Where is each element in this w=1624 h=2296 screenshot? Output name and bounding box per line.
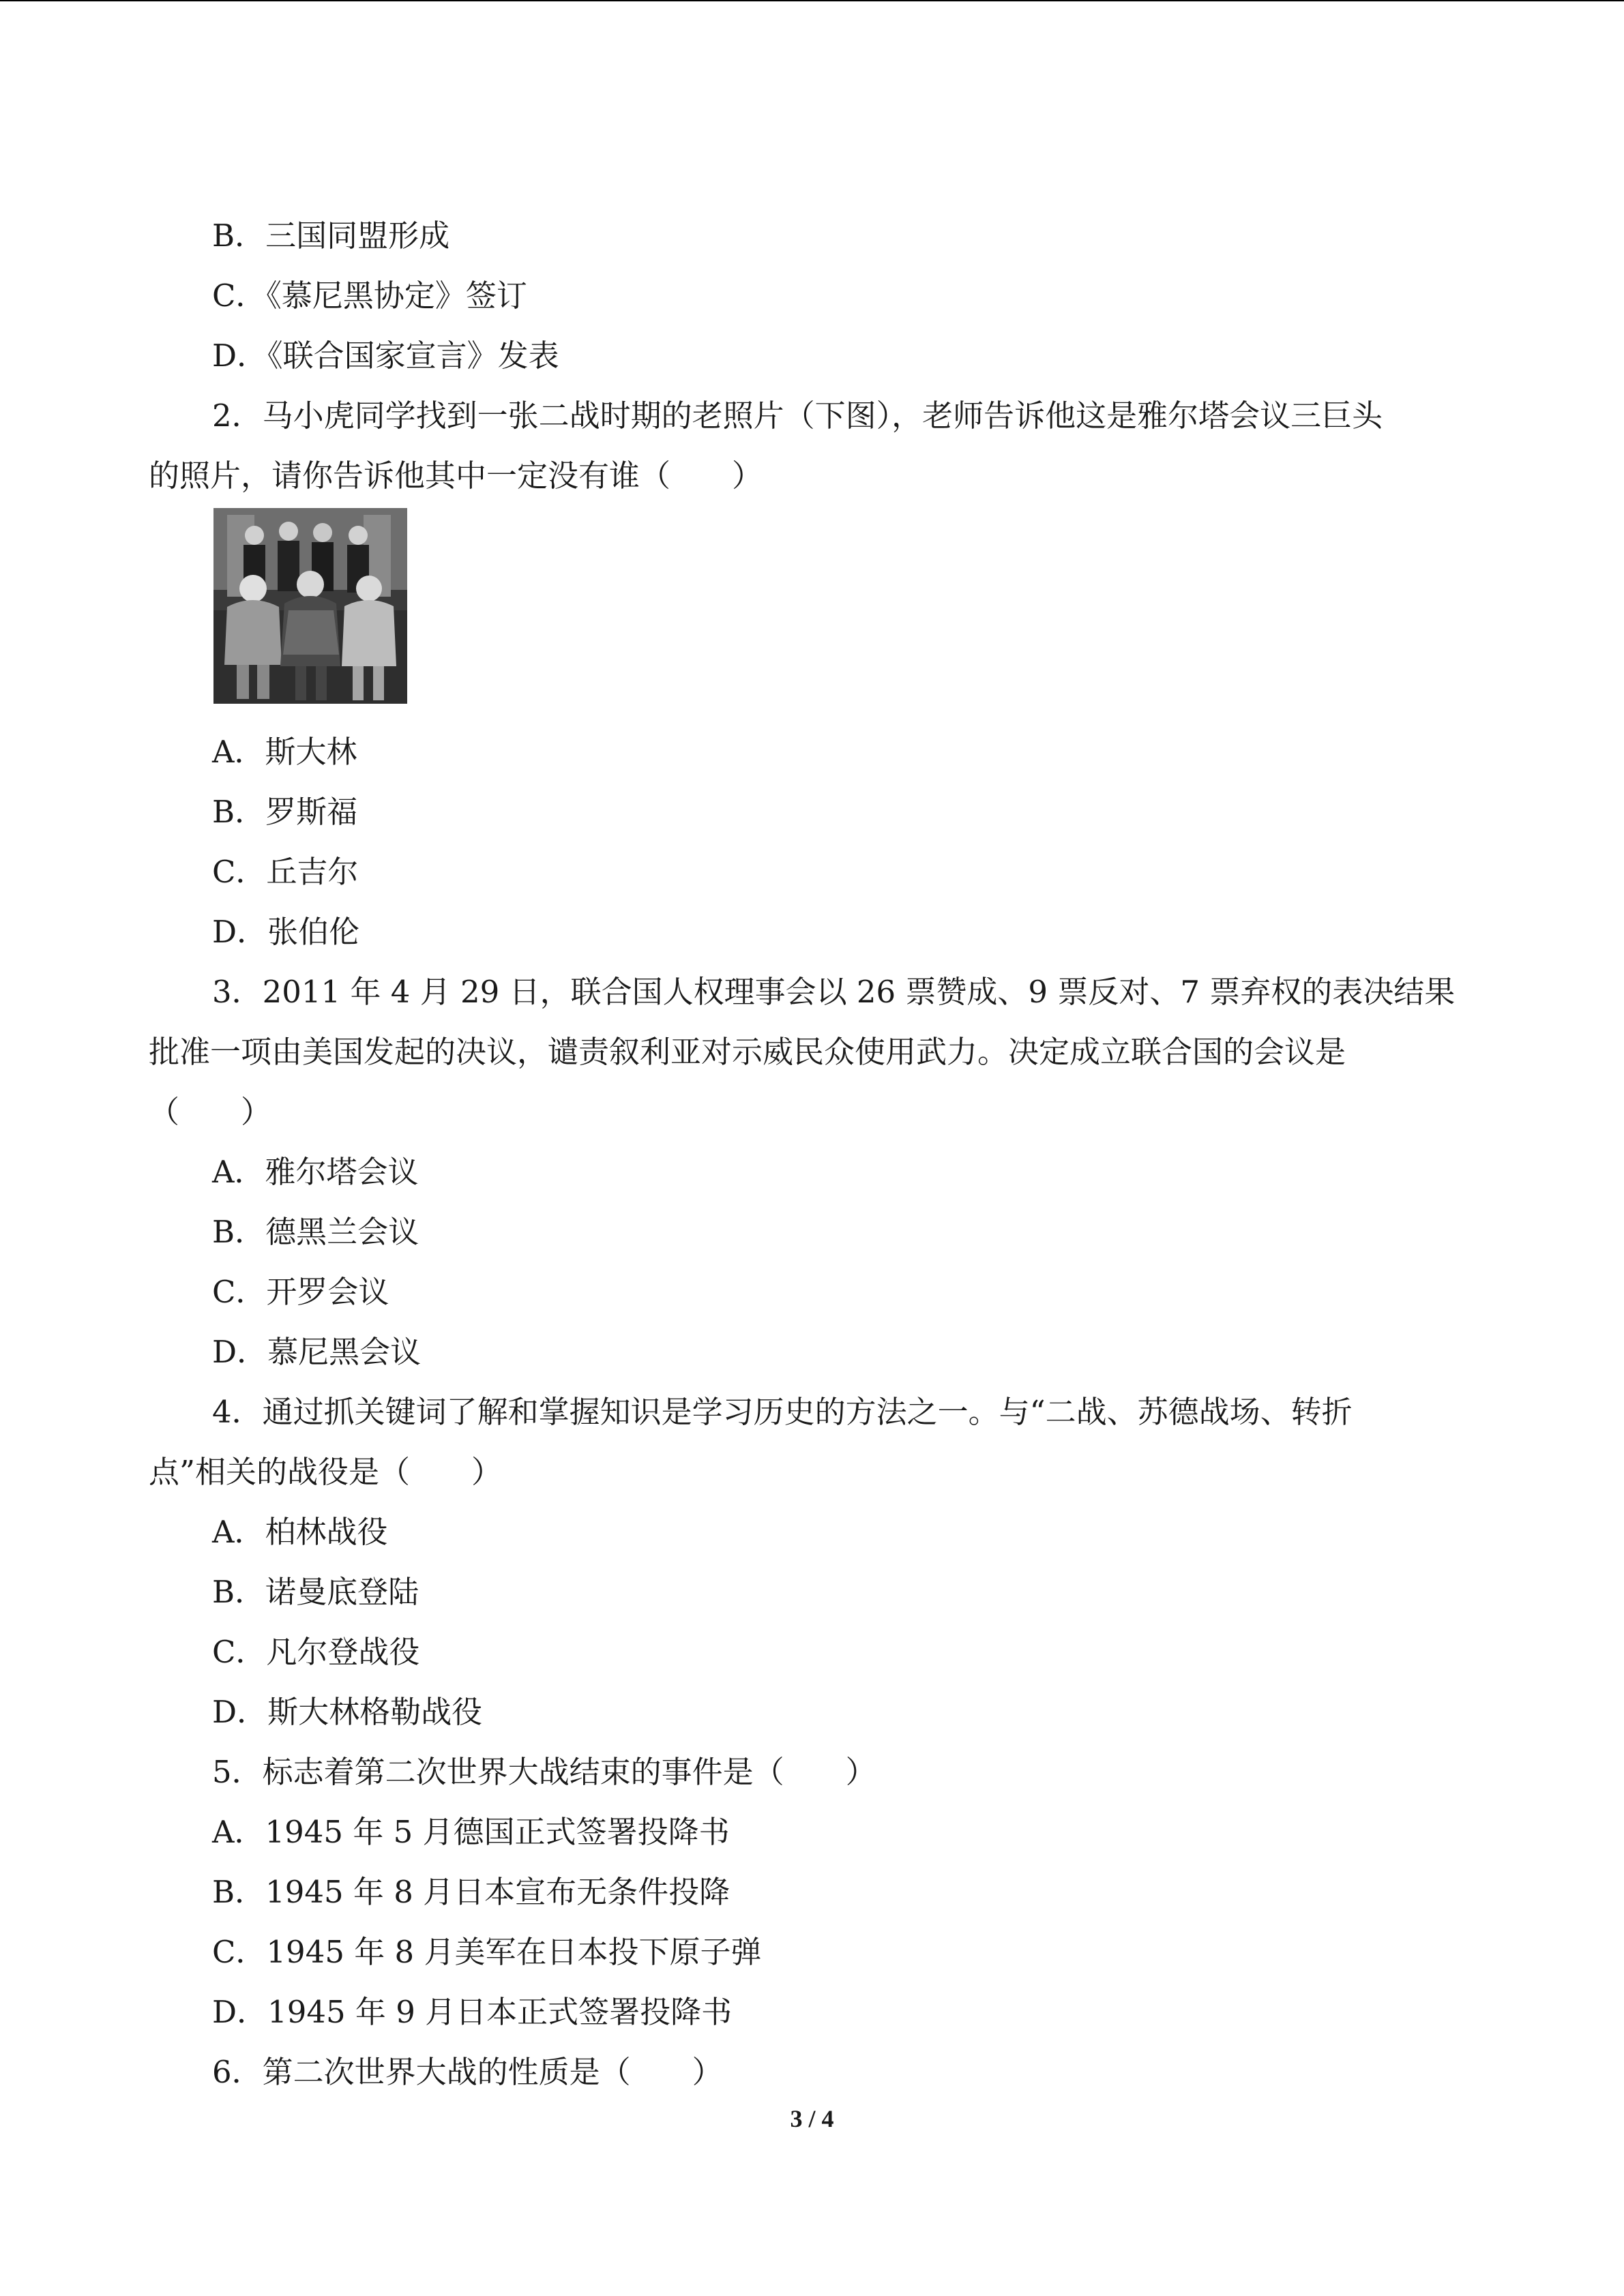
q3-stem-line-3: （ ） <box>149 1094 272 1130</box>
q3-option-c: C．开罗会议 <box>212 1274 389 1310</box>
q6-stem: 6．第二次世界大战的性质是（ ） <box>212 2054 723 2090</box>
q5-option-a: A．1945 年 5 月德国正式签署投降书 <box>212 1814 730 1850</box>
q4-stem-line-1: 4．通过抓关键词了解和掌握知识是学习历史的方法之一。与“二战、苏德战场、转折 <box>212 1394 1353 1430</box>
q1-option-c: C．《慕尼黑协定》签订 <box>212 278 527 314</box>
q5-option-b: B．1945 年 8 月日本宣布无条件投降 <box>212 1874 730 1910</box>
q4-option-a: A．柏林战役 <box>212 1514 388 1550</box>
q4-option-d: D．斯大林格勒战役 <box>212 1694 483 1730</box>
q3-option-d: D．慕尼黑会议 <box>212 1334 422 1370</box>
q5-option-d: D．1945 年 9 月日本正式签署投降书 <box>212 1994 733 2030</box>
photo-illustration <box>213 508 407 704</box>
q4-option-c: C．凡尔登战役 <box>212 1634 420 1670</box>
q5-option-c: C．1945 年 8 月美军在日本投下原子弹 <box>212 1934 762 1970</box>
q2-option-d: D．张伯伦 <box>212 914 360 950</box>
q4-option-b: B．诺曼底登陆 <box>212 1574 419 1610</box>
q3-stem-line-2: 批准一项由美国发起的决议，谴责叙利亚对示威民众使用武力。决定成立联合国的会议是 <box>149 1034 1346 1070</box>
q3-stem-line-1: 3．2011 年 4 月 29 日，联合国人权理事会以 26 票赞成、9 票反对、7 票弃权的表决结果 <box>212 974 1456 1010</box>
q2-stem-line-2: 的照片，请你告诉他其中一定没有谁（ ） <box>149 458 763 494</box>
yalta-conference-photo <box>213 508 407 704</box>
q1-option-d: D．《联合国家宣言》发表 <box>212 338 559 374</box>
q1-option-b: B．三国同盟形成 <box>212 218 450 254</box>
q2-option-c: C．丘吉尔 <box>212 854 359 890</box>
q4-stem-line-2: 点”相关的战役是（ ） <box>149 1454 503 1490</box>
q3-option-a: A．雅尔塔会议 <box>212 1154 419 1190</box>
q5-stem: 5．标志着第二次世界大战结束的事件是（ ） <box>212 1754 876 1790</box>
q2-option-b: B．罗斯福 <box>212 794 358 830</box>
q2-stem-line-1: 2．马小虎同学找到一张二战时期的老照片（下图），老师告诉他这是雅尔塔会议三巨头 <box>212 398 1383 434</box>
q3-option-b: B．德黑兰会议 <box>212 1214 419 1250</box>
page-number: 3 / 4 <box>790 2105 834 2132</box>
q2-option-a: A．斯大林 <box>212 734 357 770</box>
